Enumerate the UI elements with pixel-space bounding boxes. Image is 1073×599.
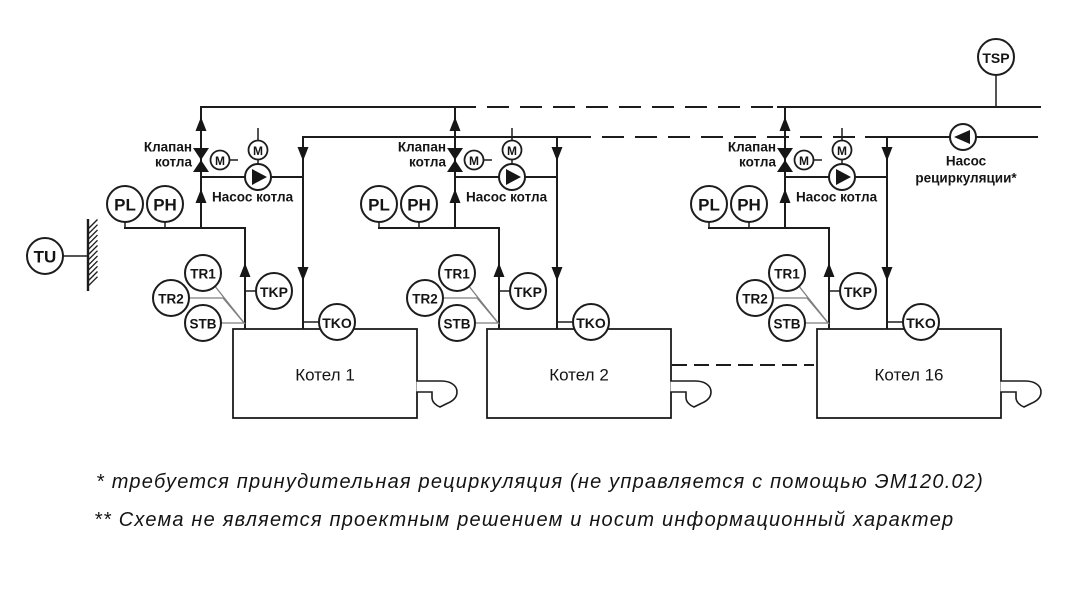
unit-3-return-arrow-lower xyxy=(882,267,893,281)
wall-hatch-stroke xyxy=(88,246,98,256)
unit-2-valve-label-line1: Клапан xyxy=(397,139,446,155)
unit-1-supply-arrow-lower xyxy=(240,263,251,277)
unit-2-pump-motor-label: M xyxy=(507,144,517,158)
unit-2-boiler-name-label: Котел 2 xyxy=(549,365,609,385)
unit-3-valve-label-line2: котла xyxy=(738,154,776,170)
unit-1-sensor-STB-label: STB xyxy=(189,316,217,332)
unit-1-sensor-TR2-label: TR2 xyxy=(158,291,184,307)
unit-3-burner-shape xyxy=(1001,381,1042,407)
wall-hatch-stroke xyxy=(88,272,98,282)
unit-2-return-arrow-top xyxy=(552,147,563,161)
unit-3-sensor-TR2-label: TR2 xyxy=(742,291,768,307)
unit-2-pump-label: Насос котла xyxy=(466,189,548,205)
unit-2-sensor-TKO-label: TKO xyxy=(576,315,606,331)
unit-2-valve-motor-label: M xyxy=(469,154,479,168)
unit-1-pump-motor-label: M xyxy=(253,144,263,158)
unit-2-supply-arrow-mid xyxy=(450,189,461,203)
wall-hatch-stroke xyxy=(88,251,98,261)
unit-2-boiler-valve-top xyxy=(447,148,463,160)
wall-hatch-stroke xyxy=(88,261,98,271)
unit-3-return-arrow-top xyxy=(882,147,893,161)
wall-hatch-stroke xyxy=(88,256,98,266)
unit-1-return-arrow-lower xyxy=(298,267,309,281)
unit-1-sensor-PH-label: PH xyxy=(153,195,177,215)
wall-hatch-stroke xyxy=(88,220,98,230)
unit-2-sensor-STB-label: STB xyxy=(443,316,471,332)
unit-2-valve-label-line2: котла xyxy=(408,154,446,170)
unit-2-sensor-PH-label: PH xyxy=(407,195,431,215)
wall-hatch-stroke xyxy=(88,266,98,276)
unit-3-supply-arrow-top xyxy=(780,117,791,131)
unit-2-burner-shape xyxy=(671,381,712,407)
recirculation-pump-label-line1: Насос xyxy=(945,153,987,169)
unit-3-pump-motor-label: M xyxy=(837,144,847,158)
unit-1-pump-label: Насос котла xyxy=(212,189,294,205)
unit-1-boiler-valve-top xyxy=(193,148,209,160)
unit-1-boiler-valve-bottom xyxy=(193,160,209,172)
unit-3-sensor-PL-label: PL xyxy=(698,195,720,215)
unit-3-boiler-valve-bottom xyxy=(777,160,793,172)
unit-1-sensor-TKP-label: TKP xyxy=(260,284,288,300)
unit-1-sensor-PL-label: PL xyxy=(114,195,136,215)
footnote-2: ** Схема не является проектным решением и носит информационный характер xyxy=(94,509,955,531)
unit-2-sensor-TKP-label: TKP xyxy=(514,284,542,300)
unit-1-valve-label-line1: Клапан xyxy=(143,139,192,155)
unit-1-supply-arrow-top xyxy=(196,117,207,131)
unit-3-sensor-TKP-label: TKP xyxy=(844,284,872,300)
wall-hatch-stroke xyxy=(88,225,98,235)
unit-3-supply-arrow-mid xyxy=(780,189,791,203)
sensor-TSP-label: TSP xyxy=(982,50,1010,66)
footnote-1: * требуется принудительная рециркуляция (не управляется с помощью ЭМ120.02) xyxy=(96,471,984,493)
wall-hatch-stroke xyxy=(88,277,98,287)
unit-2-return-arrow-lower xyxy=(552,267,563,281)
wall-hatch-stroke xyxy=(88,230,98,240)
unit-3-sensor-TKO-label: TKO xyxy=(906,315,936,331)
wall-hatch-stroke xyxy=(88,240,98,250)
unit-1-burner-shape xyxy=(417,381,458,407)
unit-1-supply-arrow-mid xyxy=(196,189,207,203)
unit-1-valve-label-line2: котла xyxy=(154,154,192,170)
unit-3-boiler-valve-top xyxy=(777,148,793,160)
sensor-TU-label: TU xyxy=(33,247,57,267)
unit-2-sensor-TR1-label: TR1 xyxy=(444,266,470,282)
unit-3-pump-label: Насос котла xyxy=(796,189,878,205)
unit-3-sensor-STB-label: STB xyxy=(773,316,801,332)
unit-3-sensor-TR1-label: TR1 xyxy=(774,266,800,282)
wall-hatch-stroke xyxy=(88,235,98,245)
unit-2-supply-arrow-lower xyxy=(494,263,505,277)
unit-2-boiler-valve-bottom xyxy=(447,160,463,172)
unit-3-valve-label-line1: Клапан xyxy=(727,139,776,155)
unit-1-return-arrow-top xyxy=(298,147,309,161)
unit-1-sensor-TR1-label: TR1 xyxy=(190,266,216,282)
unit-1-boiler-name-label: Котел 1 xyxy=(295,365,355,385)
unit-3-sensor-PH-label: PH xyxy=(737,195,761,215)
unit-3-boiler-name-label: Котел 16 xyxy=(874,365,944,385)
unit-1-valve-motor-label: M xyxy=(215,154,225,168)
unit-3-valve-motor-label: M xyxy=(799,154,809,168)
unit-1-sensor-TKO-label: TKO xyxy=(322,315,352,331)
unit-3-supply-arrow-lower xyxy=(824,263,835,277)
unit-2-supply-arrow-top xyxy=(450,117,461,131)
unit-2-sensor-TR2-label: TR2 xyxy=(412,291,438,307)
unit-2-sensor-PL-label: PL xyxy=(368,195,390,215)
recirculation-pump-label-line2: рециркуляции* xyxy=(915,170,1017,186)
